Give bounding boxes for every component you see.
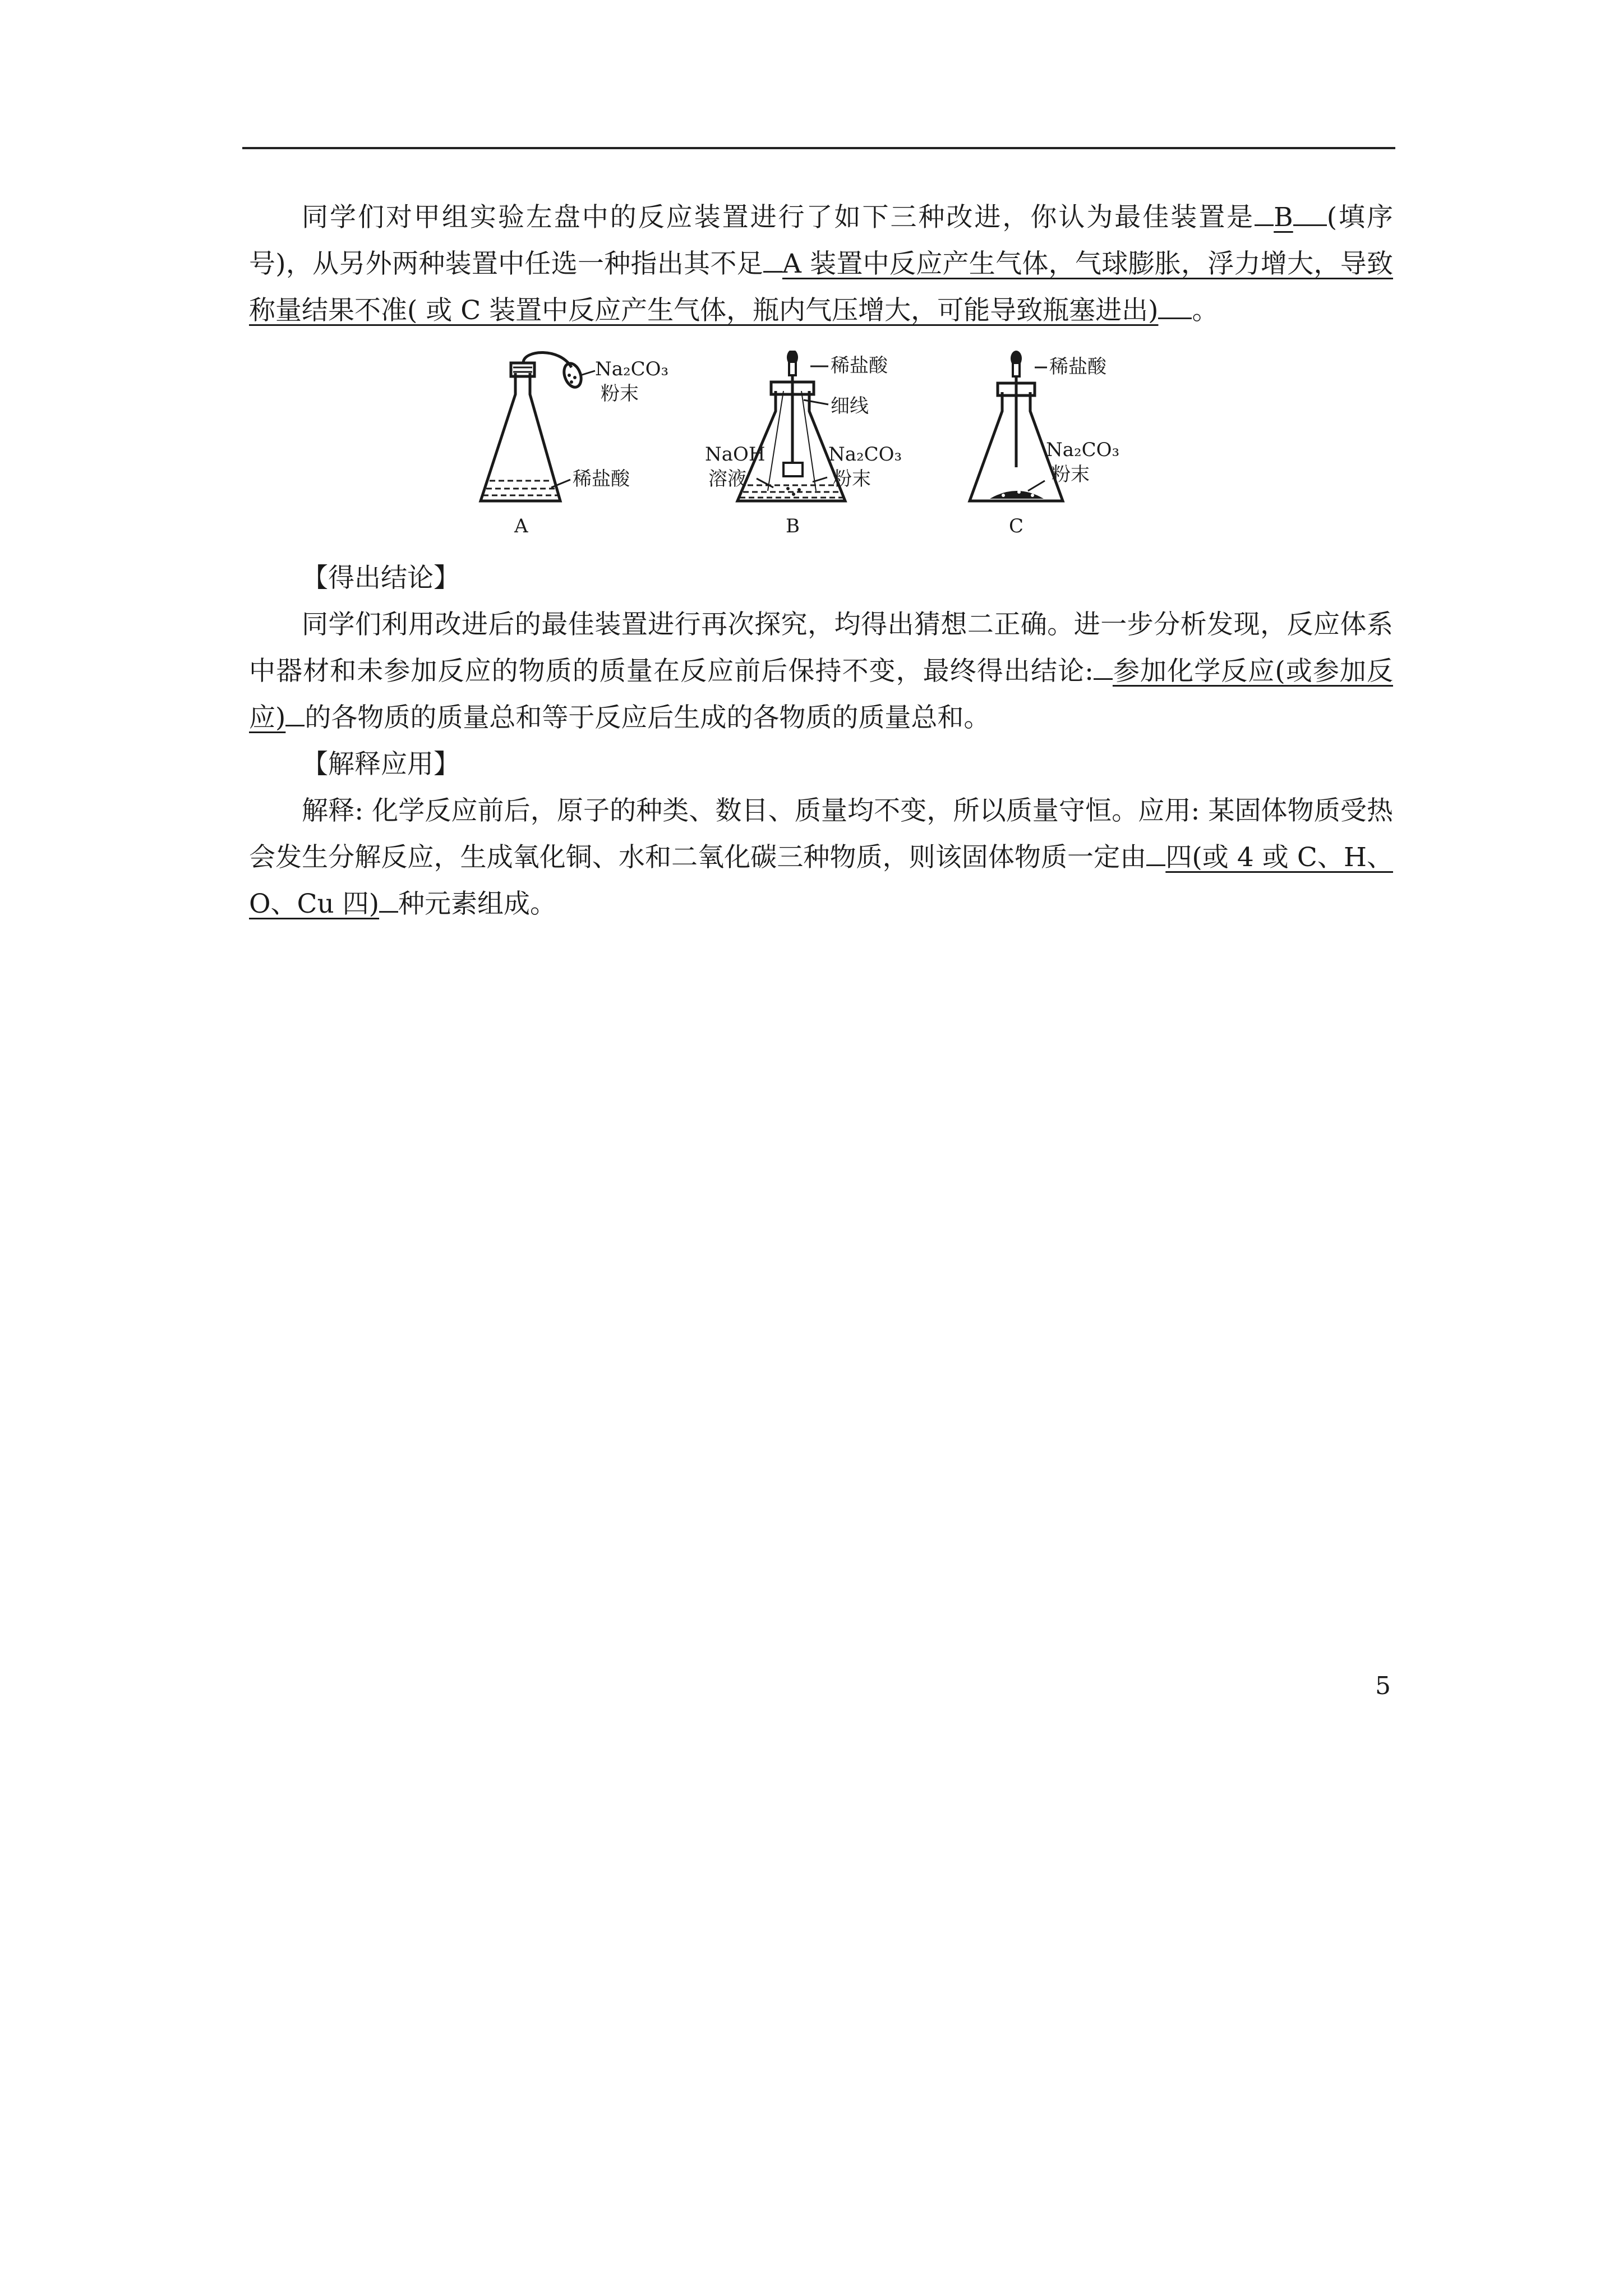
answer-pad [1293,199,1327,226]
label-b-powder-1: Na₂CO₃ [828,443,902,466]
label-b-powder-2: 粉末 [833,468,871,490]
answer-pad [763,245,782,273]
label-a: A [514,515,528,537]
text: 种元素组成。 [398,889,557,919]
label-b: B [786,515,800,537]
text: 的各物质的质量总和等于反应后生成的各物质的质量总和。 [305,702,990,733]
text: 同学们对甲组实验左盘中的反应装置进行了如下三种改进，你认为最佳装置是 [302,202,1255,233]
label-c-acid: 稀盐酸 [1049,356,1106,378]
answer-pad [1146,839,1165,866]
label-c-powder-1: Na₂CO₃ [1046,439,1120,461]
label-c: C [1009,515,1024,537]
flask-b [705,351,902,537]
text: (填序号)，从另外两种装置中任选一种指出其不足 [249,202,1394,279]
answer-best-device: B [1274,202,1293,233]
answer-pad [379,885,398,913]
text: 。 [1192,295,1219,326]
label-a-acid: 稀盐酸 [573,468,630,490]
answer-pad [1158,292,1192,319]
label-c-powder-2: 粉末 [1052,463,1090,486]
flask-c [970,351,1119,537]
paragraph-improvement [249,194,1393,334]
header-rule [242,147,1395,149]
apparatus-figure [476,351,1166,541]
heading-explanation: 【解释应用】 [302,749,460,780]
label-a-powder-2: 粉末 [601,383,639,405]
answer-shortcoming: A 装置中反应产生气体，气球膨胀，浮力增大，导致称量结果不准( 或 C 装置中反应产生气体，瓶内气压增大，可能导致瓶塞进出) [249,249,1393,326]
paragraph-explanation [249,788,1393,927]
label-b-acid: 稀盐酸 [831,355,888,377]
answer-conclusion: 参加化学反应(或参加反应) [249,656,1393,733]
answer-pad [1255,199,1274,226]
label-a-powder-1: Na₂CO₃ [595,358,669,380]
flask-a [481,352,668,537]
answer-pad [285,699,305,726]
paragraph-conclusion [249,601,1393,741]
document-body [249,194,1393,927]
answer-pad [1094,652,1113,680]
answer-elements: 四(或 4 或 C、H、O、Cu 四) [249,842,1394,919]
text: 解释: 化学反应前后，原子的种类、数目、质量均不变，所以质量守恒。应用: 某固体物质受热会发生分解反应，生成氧化铜、水和二氧化碳三种物质，则该固体物质一定由 [249,795,1393,873]
label-b-naoh-2: 溶液 [708,468,746,490]
label-b-naoh-1: NaOH [705,443,766,466]
label-b-thread: 细线 [831,395,869,417]
text: 同学们利用改进后的最佳装置进行再次探究，均得出猜想二正确。进一步分析发现，反应体系中器材和未参加反应的物质的质量在反应前后保持不变，最终得出结论: [249,609,1393,687]
heading-conclusion: 【得出结论】 [302,563,460,593]
page-number: 5 [1375,1672,1391,1700]
